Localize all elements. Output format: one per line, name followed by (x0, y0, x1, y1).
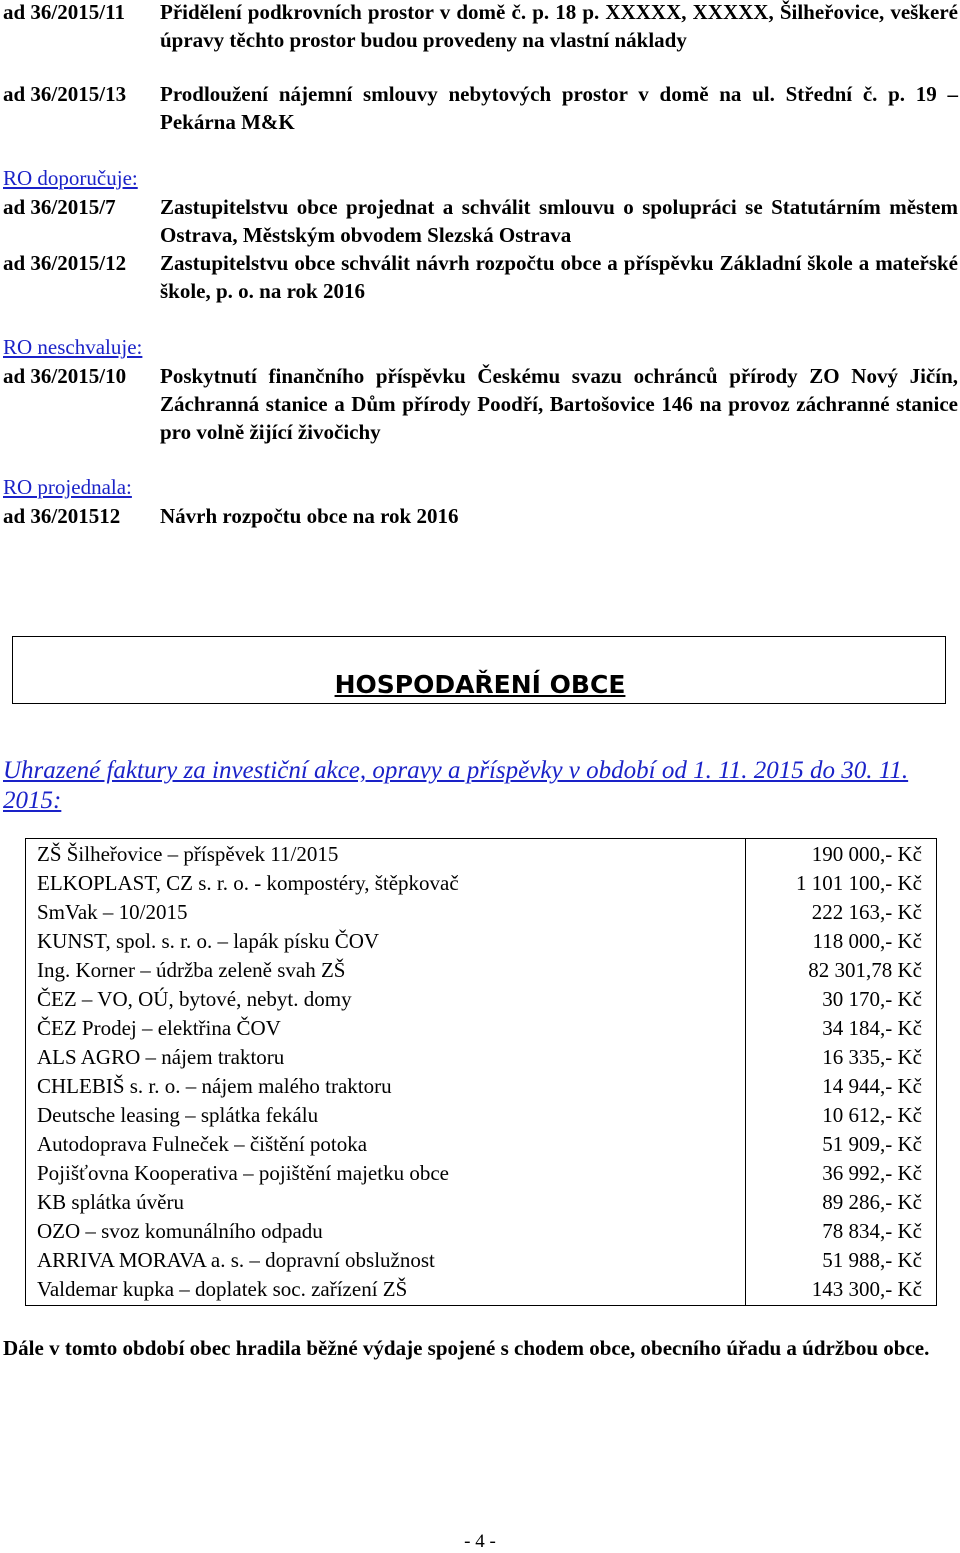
invoice-amount: 51 988,- Kč (822, 1248, 922, 1272)
table-row (26, 869, 936, 898)
invoice-amount: 34 184,- Kč (822, 1016, 922, 1040)
resolution-item-36-2015-13 (3, 80, 958, 136)
heading-neschvaluje: RO neschvaluje: (3, 335, 143, 359)
invoice-amount: 14 944,- Kč (822, 1074, 922, 1098)
invoice-description: KB splátka úvěru (37, 1190, 184, 1214)
invoice-amount: 30 170,- Kč (822, 987, 922, 1011)
invoice-description: Autodoprava Fulneček – čištění potoka (37, 1132, 368, 1156)
resolution-ref: ad 36/2015/7 (3, 195, 116, 219)
resolution-ref: ad 36/2015/12 (3, 251, 127, 275)
resolution-text: Zastupitelstvu obce projednat a schválit smlouvu o spolupráci se Statutárním městem Ostrava, Městským obvodem Slezská Ostrava (160, 195, 958, 247)
invoice-description: ELKOPLAST, CZ s. r. o. - kompostéry, štěpkovač (37, 871, 459, 895)
table-row (26, 898, 936, 927)
invoice-description: ČEZ – VO, OÚ, bytové, nebyt. domy (37, 987, 352, 1011)
resolution-text: Přidělení podkrovních prostor v domě č. p. 18 p. XXXXX, XXXXX, Šilheřovice, veškeré úpravy těchto prostor budou provedeny na vlastní náklady (160, 0, 958, 52)
invoice-description: ZŠ Šilheřovice – příspěvek 11/2015 (37, 842, 339, 866)
page-number: - 4 - (464, 1531, 496, 1552)
table-row (26, 1188, 936, 1217)
resolution-text: Poskytnutí finančního příspěvku Českému svazu ochránců přírody ZO Nový Jičín, Záchranná stanice a Dům přírody Poodří, Bartošovice 146 na provoz záchranné stanice pro volně žijící živočichy (160, 364, 958, 444)
heading-doporucuje: RO doporučuje: (3, 166, 138, 190)
resolution-ref: ad 36/2015/11 (3, 0, 125, 24)
invoice-amount: 190 000,- Kč (811, 842, 922, 866)
resolution-text: Prodloužení nájemní smlouvy nebytových prostor v domě na ul. Střední č. p. 19 – Pekárna M&K (160, 82, 958, 134)
table-row (26, 1072, 936, 1101)
invoice-amount: 51 909,- Kč (822, 1132, 922, 1156)
heading-projednala: RO projednala: (3, 475, 132, 499)
invoice-description: OZO – svoz komunálního odpadu (37, 1219, 323, 1243)
invoice-amount: 118 000,- Kč (812, 929, 922, 953)
table-row (26, 927, 936, 956)
invoice-description: ARRIVA MORAVA a. s. – dopravní obslužnost (37, 1248, 435, 1272)
invoice-amount: 89 286,- Kč (822, 1190, 922, 1214)
resolution-ref: ad 36/2015/13 (3, 82, 127, 106)
resolution-item-36-2015-10 (3, 362, 958, 446)
invoice-description: ČEZ Prodej – elektřina ČOV (37, 1016, 281, 1040)
resolution-item-36-2015-12 (3, 249, 958, 305)
table-row (26, 1014, 936, 1043)
invoice-description: ALS AGRO – nájem traktoru (37, 1045, 285, 1069)
table-row (26, 1101, 936, 1130)
table-row (26, 1275, 936, 1304)
invoices-heading: Uhrazené faktury za investiční akce, opravy a příspěvky v období od 1. 11. 2015 do 30. 11. 2015: (3, 757, 909, 814)
invoice-amount: 143 300,- Kč (811, 1277, 922, 1301)
invoice-amount: 1 101 100,- Kč (796, 871, 922, 895)
invoice-description: Ing. Korner – údržba zeleně svah ZŠ (37, 958, 346, 982)
resolution-text: Návrh rozpočtu obce na rok 2016 (160, 504, 459, 528)
invoice-description: SmVak – 10/2015 (37, 900, 188, 924)
footer-note: Dále v tomto období obec hradila běžné výdaje spojené s chodem obce, obecního úřadu a údržbou obce. (3, 1336, 930, 1360)
table-row (26, 985, 936, 1014)
section-title: HOSPODAŘENÍ OBCE (334, 670, 626, 699)
invoice-description: Deutsche leasing – splátka fekálu (37, 1103, 319, 1127)
invoice-amount: 78 834,- Kč (822, 1219, 922, 1243)
table-row (26, 840, 936, 869)
resolution-item-36-2015-7 (3, 193, 958, 249)
invoice-amount: 10 612,- Kč (822, 1103, 922, 1127)
invoice-description: CHLEBIŠ s. r. o. – nájem malého traktoru (37, 1074, 392, 1098)
resolution-ref: ad 36/2015/10 (3, 364, 127, 388)
invoice-description: KUNST, spol. s. r. o. – lapák písku ČOV (37, 929, 380, 953)
invoice-amount: 36 992,- Kč (822, 1161, 922, 1185)
table-row (26, 1130, 936, 1159)
invoice-description: Valdemar kupka – doplatek soc. zařízení ZŠ (37, 1277, 408, 1301)
table-row (26, 1043, 936, 1072)
resolution-item-36-2015-11 (3, 0, 958, 54)
resolution-ref: ad 36/201512 (3, 504, 121, 528)
invoice-amount: 82 301,78 Kč (808, 958, 922, 982)
resolution-text: Zastupitelstvu obce schválit návrh rozpočtu obce a příspěvku Základní škole a mateřské škole, p. o. na rok 2016 (160, 251, 958, 303)
invoice-description: Pojišťovna Kooperativa – pojištění majetku obce (37, 1161, 449, 1185)
invoice-amount: 222 163,- Kč (811, 900, 922, 924)
table-row (26, 1217, 936, 1246)
table-row (26, 956, 936, 985)
table-row (26, 1246, 936, 1275)
table-row (26, 1159, 936, 1188)
invoice-amount: 16 335,- Kč (822, 1045, 922, 1069)
invoices-table (25, 838, 937, 1306)
resolution-item-36-201512 (3, 502, 958, 530)
